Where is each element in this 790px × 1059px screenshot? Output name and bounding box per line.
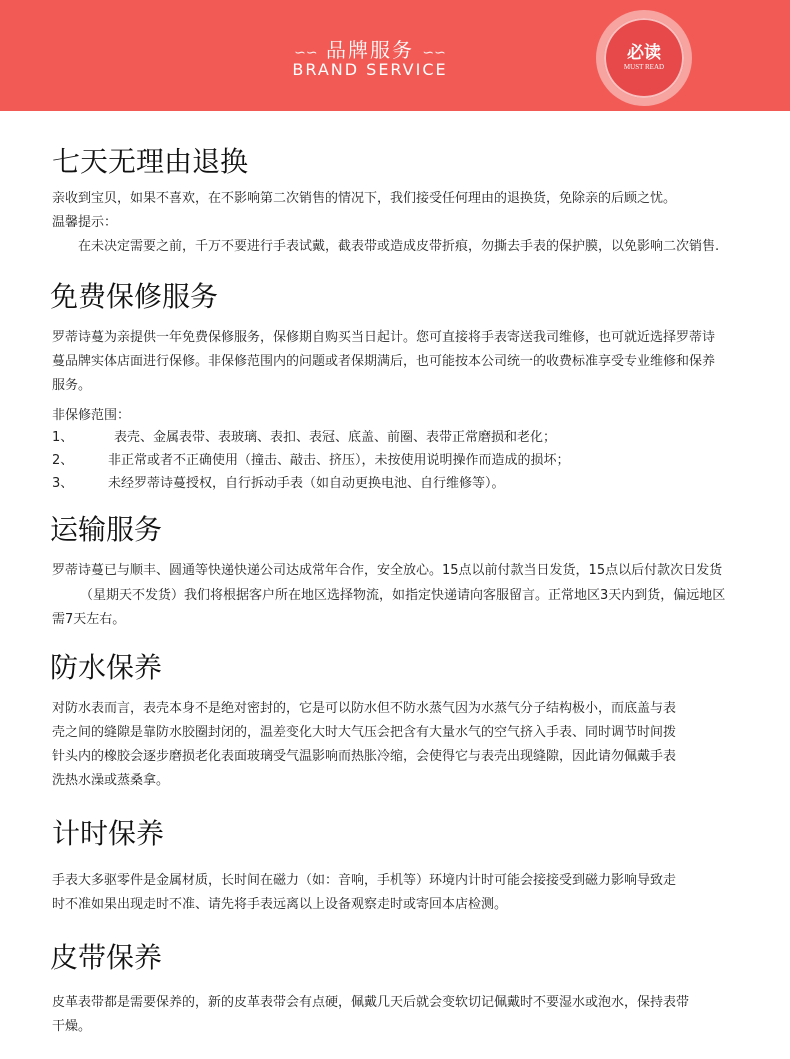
must-read-badge xyxy=(604,18,684,98)
timing-line-1: 手表大多驱零件是金属材质，长时间在磁力（如：音响，手机等）环境内计时可能会接接受到磁力影响导致走 xyxy=(52,873,677,888)
item-text: 未经罗蒂诗蔓授权，自行拆动手表（如自动更换电池、自行维修等）。 xyxy=(108,476,505,491)
item-number: 3、 xyxy=(52,476,74,491)
non-warranty-item xyxy=(52,449,570,472)
waterproof-line-4: 洗热水澡或蒸桑拿。 xyxy=(52,773,170,788)
section-heading-waterproof: 防水保养 xyxy=(50,651,163,684)
item-text: 表壳、金属表带、表玻璃、表扣、表冠、底盖、前圈、表带正常磨损和老化； xyxy=(114,430,557,445)
item-number: 2、 xyxy=(52,453,74,468)
waterproof-line-1: 对防水表而言，表壳本身不是绝对密封的，它是可以防水但不防水蒸气因为水蒸气分子结构极小，而底盖与表 xyxy=(52,701,677,716)
return-text: 亲收到宝贝，如果不喜欢，在不影响第二次销售的情况下，我们接受任何理由的退换货，免除亲的后顾之忧。 xyxy=(52,191,677,206)
strap-line-2: 干燥。 xyxy=(52,1019,92,1034)
shipping-line-1: 罗蒂诗蔓已与顺丰、圆通等快递快递公司达成常年合作，安全放心。15点以前付款当日发货，15点以后付款次日发货 xyxy=(52,563,723,578)
item-number: 1、 xyxy=(52,430,74,445)
non-warranty-item xyxy=(52,426,556,449)
section-heading-timing: 计时保养 xyxy=(52,817,165,850)
section-heading-strap: 皮带保养 xyxy=(50,941,163,974)
non-warranty-label: 非保修范围： xyxy=(52,408,131,423)
tip-text: 在未决定需要之前，千万不要进行手表试戴，截表带或造成皮带折痕，勿撕去手表的保护膜，以免影响二次销售. xyxy=(78,239,720,254)
badge-main-text: 必读 xyxy=(627,43,661,63)
section-heading-shipping: 运输服务 xyxy=(50,513,163,546)
warranty-line-2: 蔓品牌实体店面进行保修。非保修范围内的问题或者保期满后，也可能按本公司统一的收费标准享受专业维修和保养 xyxy=(52,354,716,369)
strap-line-1: 皮革表带都是需要保养的，新的皮革表带会有点硬，佩戴几天后就会变软切记佩戴时不要湿水或泡水，保持表带 xyxy=(52,995,690,1010)
flourish-right-icon: ∽∽ xyxy=(422,45,446,61)
shipping-line-2: （星期天不发货）我们将根据客户所在地区选择物流，如指定快递请向客服留言。正常地区3天内到货，偏远地区 xyxy=(80,588,726,603)
shipping-line-3: 需7天左右。 xyxy=(52,612,126,627)
waterproof-line-3: 针头内的橡胶会逐步磨损老化表面玻璃受气温影响而热胀冷缩，会使得它与表壳出现缝隙，因此请勿佩戴手表 xyxy=(52,749,677,764)
section-heading-return: 七天无理由退换 xyxy=(52,145,249,178)
non-warranty-item xyxy=(52,472,505,495)
tip-label: 温馨提示： xyxy=(52,215,118,230)
timing-line-2: 时不准如果出现走时不准、请先将手表远离以上设备观察走时或寄回本店检测。 xyxy=(52,897,508,912)
banner-title-text: 品牌服务 xyxy=(326,38,414,62)
item-text: 非正常或者不正确使用（撞击、敲击、挤压），未按使用说明操作而造成的损坏； xyxy=(108,453,570,468)
banner-subtitle: BRAND SERVICE xyxy=(292,60,448,79)
section-heading-warranty: 免费保修服务 xyxy=(50,280,219,313)
flourish-left-icon: ∽∽ xyxy=(294,45,318,61)
header-banner xyxy=(0,0,790,111)
warranty-line-1: 罗蒂诗蔓为亲提供一年免费保修服务，保修期自购买当日起计。您可直接将手表寄送我司维修，也可就近选择罗蒂诗 xyxy=(52,330,716,345)
waterproof-line-2: 壳之间的缝隙是靠防水胶圈封闭的，温差变化大时大气压会把含有大量水气的空气挤入手表、同时调节时间拨 xyxy=(52,725,677,740)
badge-sub-text: MUST READ xyxy=(623,63,665,71)
warranty-line-3: 服务。 xyxy=(52,378,92,393)
